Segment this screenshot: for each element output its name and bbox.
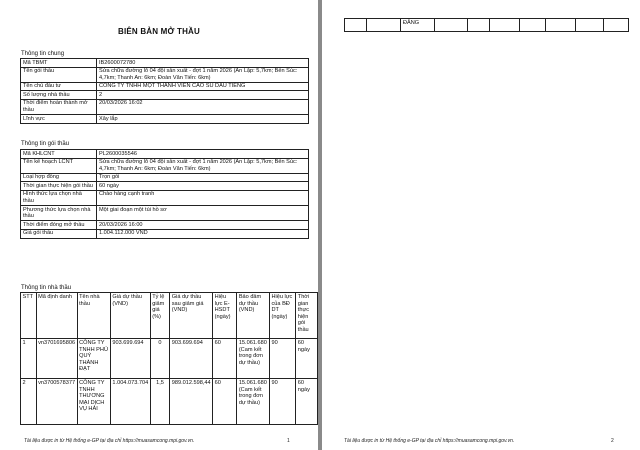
field-value: IB2600072780 — [97, 59, 309, 68]
table-cell — [520, 19, 546, 32]
table-row — [21, 229, 309, 238]
table-header-row — [21, 293, 318, 339]
table-row — [21, 221, 309, 230]
general-info-table — [20, 58, 309, 124]
table-cell: vn3700578377 — [36, 379, 77, 425]
table-row — [21, 91, 309, 100]
table-cell — [367, 19, 401, 32]
table-row — [21, 173, 309, 182]
column-header: STT — [21, 293, 37, 339]
field-value: 20/03/2026 16:00 — [97, 221, 309, 230]
table-cell: CÔNG TY TNHH THƯƠNG MẠI DỊCH VỤ HẢI — [77, 379, 110, 425]
column-header: Giá dự thầu (VND) — [110, 293, 150, 339]
table-cell: 15.061.680 (Cam kết trong đơn dự thầu) — [237, 379, 270, 425]
table-cell — [490, 19, 520, 32]
table-cell: 0 — [150, 339, 170, 379]
field-label: Hình thức lựa chọn nhà thầu — [21, 190, 97, 205]
table-row — [21, 82, 309, 91]
field-label: Tên gói thầu — [21, 67, 97, 82]
document-title: BIÊN BẢN MỞ THẦU — [117, 27, 201, 36]
field-label: Phương thức lựa chọn nhà thầu — [21, 206, 97, 221]
table-cell — [345, 19, 367, 32]
table-cell: 989.012.598,44 — [170, 379, 213, 425]
field-value: CÔNG TY TNHH MỘT THÀNH VIÊN CAO SU DẦU TIẾNG — [97, 82, 309, 91]
column-header: Tỷ lệ giảm giá (%) — [150, 293, 170, 339]
table-row — [21, 339, 318, 379]
field-label: Tên kế hoạch LCNT — [21, 158, 97, 173]
table-row — [21, 379, 318, 425]
table-cell: 2 — [21, 379, 37, 425]
table-cell — [435, 19, 468, 32]
table-row — [345, 19, 629, 32]
table-cell: ĐĂNG — [401, 19, 435, 32]
page-footer: Tài liệu được in từ Hệ thống e-GP tại địa chỉ https://muasamcong.mpi.gov.vn. — [344, 438, 515, 444]
column-header: Mã định danh — [36, 293, 77, 339]
package-info-table — [20, 149, 309, 239]
column-header: Thời gian thực hiện gói thầu — [296, 293, 318, 339]
table-row — [21, 150, 309, 159]
bidder-table-continuation — [344, 18, 629, 32]
table-cell: 1.004.073.704 — [110, 379, 150, 425]
table-cell: 60 ngày — [296, 339, 318, 379]
field-value: Sửa chữa đường lô 04 đội sản xuất - đợt 1 năm 2026 (An Lập: 5,7km; Bến Súc: 4,7km; Thanh An: 6km; Đoàn Văn Tiến: 6km) — [97, 67, 309, 82]
table-cell: 903.699.694 — [110, 339, 150, 379]
field-label: Thời gian thực hiện gói thầu — [21, 182, 97, 191]
table-cell: CÔNG TY TNHH PHÚ QUÝ THÀNH ĐẠT — [77, 339, 110, 379]
field-label: Mã TBMT — [21, 59, 97, 68]
field-label: Thời điểm hoàn thành mở thầu — [21, 99, 97, 114]
table-cell: 15.061.680 (Cam kết trong đơn dự thầu) — [237, 339, 270, 379]
table-cell: 60 ngày — [296, 379, 318, 425]
column-header: Hiệu lực của BĐ DT (ngày) — [270, 293, 296, 339]
document-page-1 — [0, 0, 318, 450]
field-value: Trọn gói — [97, 173, 309, 182]
field-label: Giá gói thầu — [21, 229, 97, 238]
table-cell: 90 — [270, 379, 296, 425]
field-value: Sửa chữa đường lô 04 đội sản xuất - đợt 1 năm 2026 (An Lập: 5,7km; Bến Súc: 4,7km; Thanh An: 6km; Đoàn Văn Tiến: 6km) — [97, 158, 309, 173]
package-info-heading: Thông tin gói thầu — [21, 141, 70, 147]
bidder-info-heading: Thông tin nhà thầu — [21, 285, 72, 291]
table-row — [21, 59, 309, 68]
field-label: Loại hợp đồng — [21, 173, 97, 182]
field-value: Một giai đoạn một túi hồ sơ — [97, 206, 309, 221]
page-number: 2 — [611, 438, 614, 444]
column-header: Bảo đảm dự thầu (VND) — [237, 293, 270, 339]
field-label: Tên chủ đầu tư — [21, 82, 97, 91]
table-row — [21, 115, 309, 124]
table-cell — [604, 19, 629, 32]
general-info-heading: Thông tin chung — [21, 51, 65, 57]
field-value: 1.004.112.000 VND — [97, 229, 309, 238]
table-cell — [468, 19, 490, 32]
table-cell: 1 — [21, 339, 37, 379]
field-label: Lĩnh vực — [21, 115, 97, 124]
page-number: 1 — [287, 438, 290, 444]
field-value: Chào hàng cạnh tranh — [97, 190, 309, 205]
field-value: 2 — [97, 91, 309, 100]
field-value: 20/03/2026 16:02 — [97, 99, 309, 114]
page-footer: Tài liệu được in từ Hệ thống e-GP tại địa chỉ https://muasamcong.mpi.gov.vn. — [24, 438, 195, 444]
table-row — [21, 206, 309, 221]
table-row — [21, 99, 309, 114]
table-row — [21, 158, 309, 173]
table-cell: 90 — [270, 339, 296, 379]
column-header: Hiệu lực E-HSDT (ngày) — [213, 293, 237, 339]
table-cell: 60 — [213, 339, 237, 379]
table-cell: 60 — [213, 379, 237, 425]
field-value: PL2600035546 — [97, 150, 309, 159]
bidder-table — [20, 292, 318, 425]
table-cell: 903.699.694 — [170, 339, 213, 379]
document-page-2 — [322, 0, 640, 450]
table-cell: 1,5 — [150, 379, 170, 425]
table-row — [21, 182, 309, 191]
field-label: Thời điểm đóng mở thầu — [21, 221, 97, 230]
table-cell — [576, 19, 604, 32]
field-label: Số lượng nhà thầu — [21, 91, 97, 100]
column-header: Tên nhà thầu — [77, 293, 110, 339]
column-header: Giá dự thầu sau giảm giá (VND) — [170, 293, 213, 339]
table-cell: vn3701695806 — [36, 339, 77, 379]
table-row — [21, 190, 309, 205]
field-label: Mã KHLCNT — [21, 150, 97, 159]
field-value: 60 ngày — [97, 182, 309, 191]
field-value: Xây lắp — [97, 115, 309, 124]
table-row — [21, 67, 309, 82]
table-cell — [546, 19, 576, 32]
